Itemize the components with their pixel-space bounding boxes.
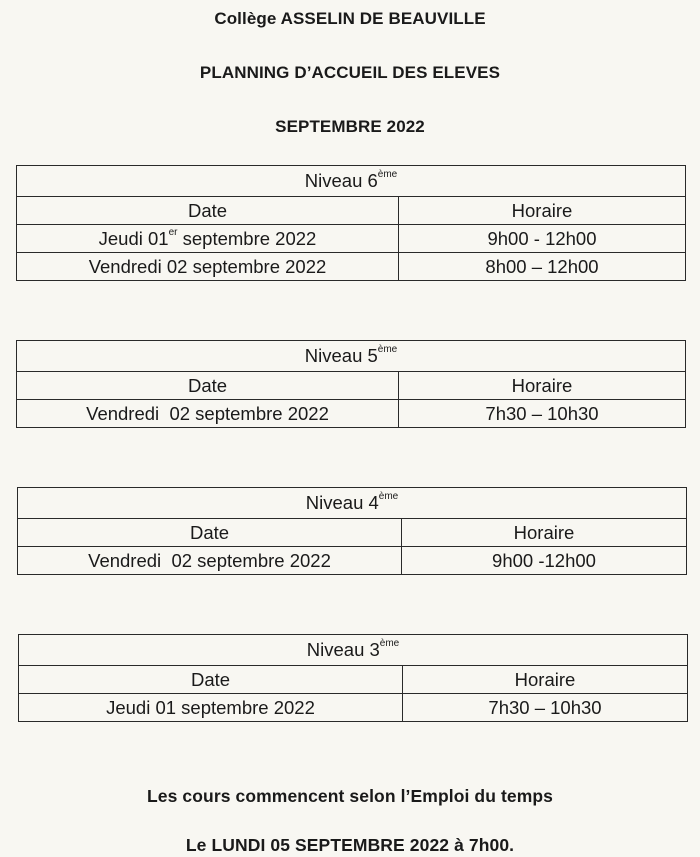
column-header-time: Horaire — [399, 372, 686, 400]
date-cell: Vendredi 02 septembre 2022 — [18, 547, 402, 575]
table-row — [17, 400, 686, 428]
schedule-table-4eme — [17, 487, 687, 575]
level-header: Niveau 6ème — [17, 166, 686, 197]
footer-note: Les cours commencent selon l’Emploi du temps — [146, 786, 554, 806]
footer-start-date: Le LUNDI 05 SEPTEMBRE 2022 à 7h00. — [185, 835, 515, 855]
table-row — [19, 694, 688, 722]
schedule-table-3eme — [18, 634, 688, 722]
time-cell: 8h00 – 12h00 — [399, 253, 686, 281]
time-cell: 7h30 – 10h30 — [399, 400, 686, 428]
column-header-date: Date — [18, 519, 402, 547]
document-month: SEPTEMBRE 2022 — [275, 117, 425, 136]
date-cell: Jeudi 01er septembre 2022 — [17, 225, 399, 253]
level-header: Niveau 5ème — [17, 341, 686, 372]
column-header-date: Date — [17, 197, 399, 225]
level-header: Niveau 3ème — [19, 635, 688, 666]
date-cell: Vendredi 02 septembre 2022 — [17, 400, 399, 428]
table-row — [17, 253, 686, 281]
table-row — [18, 547, 687, 575]
column-header-time: Horaire — [403, 666, 688, 694]
school-name: Collège ASSELIN DE BEAUVILLE — [214, 9, 486, 28]
time-cell: 7h30 – 10h30 — [403, 694, 688, 722]
document-title: PLANNING D’ACCUEIL DES ELEVES — [199, 63, 501, 82]
column-header-time: Horaire — [402, 519, 687, 547]
time-cell: 9h00 -12h00 — [402, 547, 687, 575]
level-header: Niveau 4ème — [18, 488, 687, 519]
schedule-table-6eme — [16, 165, 686, 281]
time-cell: 9h00 - 12h00 — [399, 225, 686, 253]
column-header-date: Date — [19, 666, 403, 694]
date-cell: Jeudi 01 septembre 2022 — [19, 694, 403, 722]
column-header-time: Horaire — [399, 197, 686, 225]
date-cell: Vendredi 02 septembre 2022 — [17, 253, 399, 281]
column-header-date: Date — [17, 372, 399, 400]
schedule-table-5eme — [16, 340, 686, 428]
table-row — [17, 225, 686, 253]
